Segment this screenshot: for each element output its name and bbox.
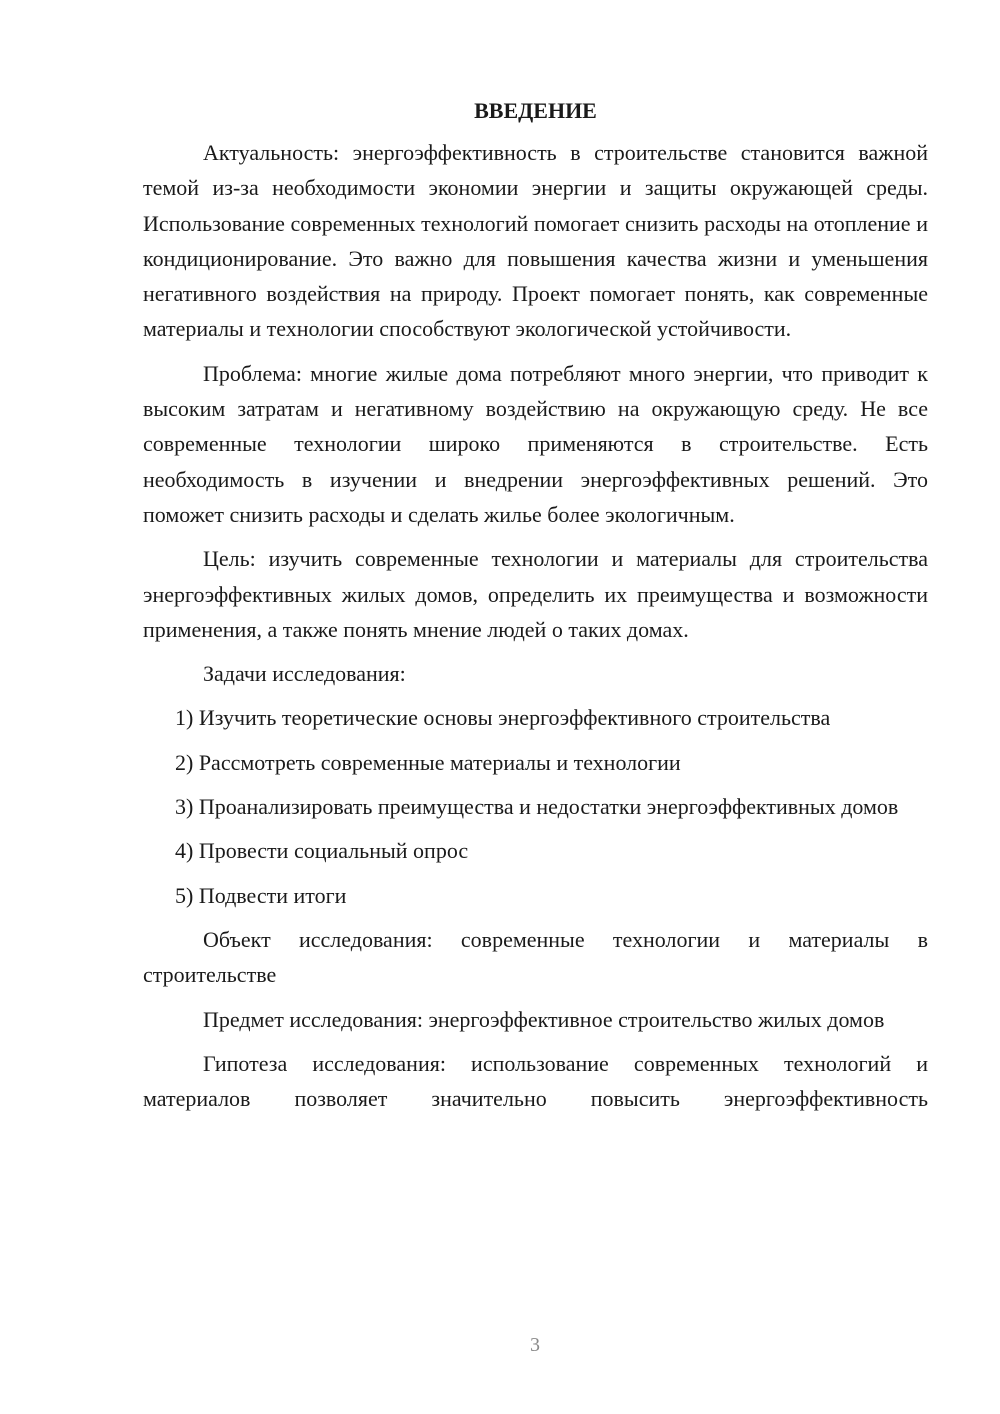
page-number: 3 [530,1334,540,1356]
hypothesis-paragraph: Гипотеза исследования: использование современных технологий и материалов позволяет значительно повысить энергоэффективность [143,1050,928,1112]
research-object-paragraph: Объект исследования: современные технологии и материалы в строительстве [143,926,928,988]
task-item: 1) Изучить теоретические основы энергоэффективного строительства [175,705,831,731]
task-item: 3) Проанализировать преимущества и недостатки энергоэффективных домов [175,794,899,820]
page-title: ВВЕДЕНИЕ [474,98,597,123]
document-page [143,96,928,1125]
task-item: 2) Рассмотреть современные материалы и технологии [175,749,681,775]
tasks-heading: Задачи исследования: [203,661,406,687]
relevance-paragraph: Актуальность: энергоэффективность в строительстве становится важной темой из-за необходимости экономии энергии и защиты окружающей среды. Использование современных технологий помогает снизить расходы на отопление и кондиционирование. Это важно для повышения качества жизни и уменьшения негативного воздействия на природу. Проект помогает понять, как современные материалы и технологии способствуют экологической устойчивости. [143,140,928,342]
research-subject-paragraph: Предмет исследования: энергоэффективное строительство жилых домов [203,1006,885,1032]
goal-paragraph: Цель: изучить современные технологии и материалы для строительства энергоэффективных жилых домов, определить их преимущества и возможности применения, а также понять мнение людей о таких домах. [143,546,928,642]
problem-paragraph: Проблема: многие жилые дома потребляют много энергии, что приводит к высоким затратам и негативному воздействию на окружающую среду. Не все современные технологии широко применяются в строительстве. Есть необходимость в изучении и внедрении энергоэффективных решений. Это поможет снизить расходы и сделать жилье более экологичным. [143,360,928,527]
task-item: 5) Подвести итоги [175,882,347,908]
task-item: 4) Провести социальный опрос [175,838,469,864]
